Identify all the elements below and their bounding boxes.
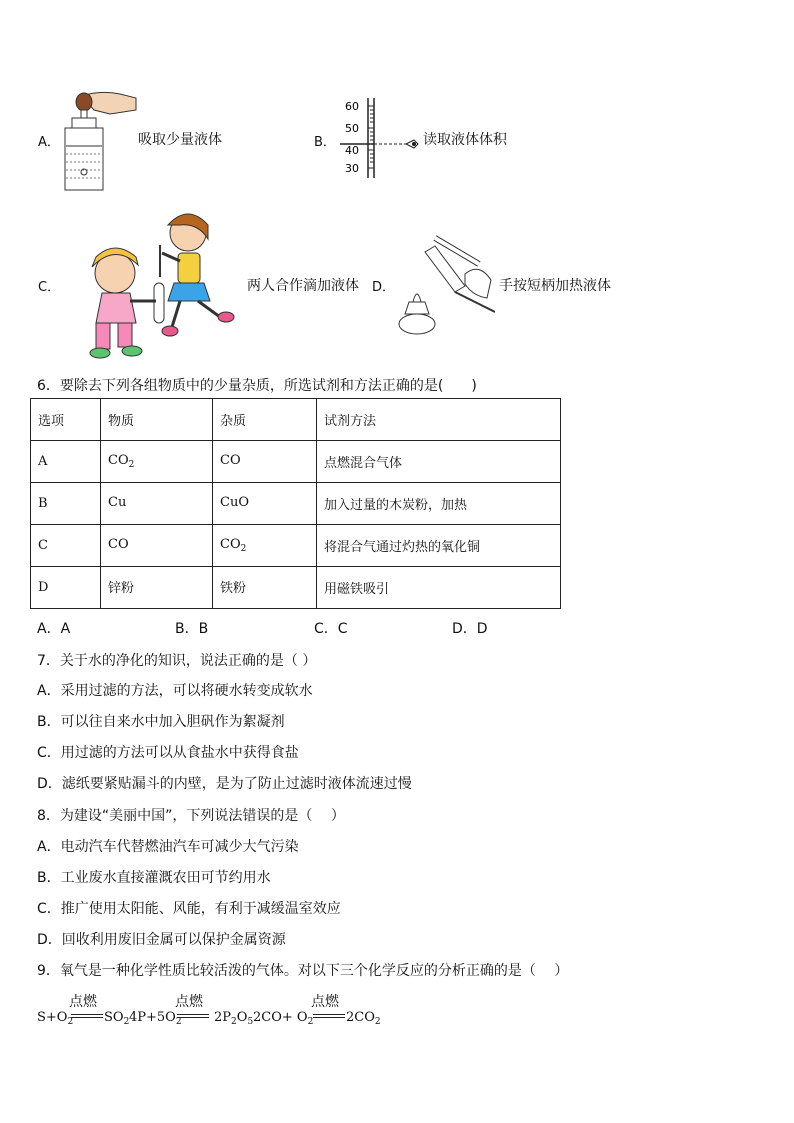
option-b-text: 读取液体体积 [423, 132, 507, 148]
eq3-condition: 点燃 [311, 994, 339, 1010]
option-b-letter: B． [314, 135, 336, 150]
header-method: 试剂方法 [317, 399, 561, 441]
header-option: 选项 [31, 399, 101, 441]
q6-answer-a: A．A [37, 621, 71, 637]
formula: 铁粉 [220, 581, 247, 596]
row-impurity [213, 483, 317, 525]
row-method: 加入过量的木炭粉，加热 [317, 483, 561, 525]
row-option: B [31, 483, 101, 525]
test-tube-heating-illustration [395, 232, 495, 340]
option-c-text: 两人合作滴加液体 [247, 278, 359, 294]
tick-50: 50 [345, 122, 359, 135]
option-a-text: 吸取少量液体 [138, 132, 222, 148]
q7-option-b: B．可以往自来水中加入胆矾作为絮凝剂 [37, 714, 285, 730]
row-substance [101, 441, 213, 483]
header-substance: 物质 [101, 399, 213, 441]
eq3-line2 [313, 1017, 345, 1018]
row-impurity [213, 567, 317, 609]
formula: CO [220, 453, 241, 468]
row-impurity [213, 525, 317, 567]
option-d-letter: D． [372, 280, 396, 295]
eq1-line [71, 1014, 103, 1015]
q8-option-c: C．推广使用太阳能、风能，有利于减缓温室效应 [37, 901, 341, 917]
eq1-condition: 点燃 [69, 994, 97, 1010]
dropper-bottle-illustration [60, 88, 140, 194]
formula: 锌粉 [108, 581, 135, 596]
formula: CO [108, 537, 129, 552]
row-substance [101, 567, 213, 609]
eq3-line [313, 1014, 345, 1015]
q6-answer-b: B．B [175, 621, 209, 637]
option-c-letter: C． [38, 280, 61, 295]
row-method: 点燃混合气体 [317, 441, 561, 483]
q7-option-c: C．用过滤的方法可以从食盐水中获得食盐 [37, 745, 299, 761]
table-header-row [31, 399, 561, 441]
formula: Cu [108, 495, 127, 510]
row-impurity [213, 441, 317, 483]
eq2-line2 [177, 1017, 209, 1018]
formula: CO [220, 537, 241, 552]
q6-table [30, 398, 561, 609]
graduated-cylinder-illustration [340, 96, 425, 180]
q6-answer-c: C．C [314, 621, 348, 637]
q6-answer-d: D．D [452, 621, 488, 637]
tick-60: 60 [345, 100, 359, 113]
q8-option-a: A．电动汽车代替燃油汽车可减少大气污染 [37, 839, 299, 855]
option-a-letter: A． [38, 135, 60, 150]
q7-option-a: A．采用过滤的方法，可以将硬水转变成软水 [37, 683, 313, 699]
row-method: 将混合气通过灼热的氧化铜 [317, 525, 561, 567]
eq3-right: $2CO_2$ [346, 1010, 381, 1027]
row-option: C [31, 525, 101, 567]
eq2-condition: 点燃 [175, 994, 203, 1010]
q9-stem: 9．氧气是一种化学性质比较活泼的气体。对以下三个化学反应的分析正确的是（ ） [37, 963, 569, 979]
q8-option-d: D．回收利用废旧金属可以保护金属资源 [37, 932, 286, 948]
eq2-right: $2P_2O_5$ [214, 1010, 254, 1027]
q7-option-d: D．滤纸要紧贴漏斗的内壁，是为了防止过滤时液体流速过慢 [37, 776, 412, 792]
q8-option-b: B．工业废水直接灌溉农田可节约用水 [37, 870, 271, 886]
row-substance [101, 525, 213, 567]
subscript: 2 [240, 544, 247, 554]
eq3-left: $2CO+ O_2$ [253, 1010, 314, 1027]
eq1-line2 [71, 1017, 103, 1018]
tick-30: 30 [345, 162, 359, 175]
eq1-left: $S+O_2$ [37, 1010, 74, 1027]
formula: CuO [220, 495, 249, 510]
formula: CO [108, 453, 129, 468]
row-option: D [31, 567, 101, 609]
row-substance [101, 483, 213, 525]
two-girls-dropper-illustration [70, 205, 245, 361]
header-impurity: 杂质 [213, 399, 317, 441]
tick-40: 40 [345, 144, 359, 157]
table-row [31, 525, 561, 567]
q8-stem: 8．为建设“美丽中国”，下列说法错误的是（ ） [37, 808, 345, 824]
q6-stem: 6．要除去下列各组物质中的少量杂质，所选试剂和方法正确的是( ) [37, 378, 477, 394]
table-row [31, 567, 561, 609]
table-row [31, 441, 561, 483]
subscript: 2 [128, 460, 135, 470]
row-option: A [31, 441, 101, 483]
option-d-text: 手按短柄加热液体 [499, 278, 611, 294]
table-row [31, 483, 561, 525]
eq2-left: $4P+5O_2$ [129, 1010, 182, 1027]
eq2-line [177, 1014, 209, 1015]
eq1-right: $SO_2$ [104, 1010, 130, 1027]
q7-stem: 7．关于水的净化的知识，说法正确的是（ ） [37, 653, 317, 669]
row-method: 用磁铁吸引 [317, 567, 561, 609]
